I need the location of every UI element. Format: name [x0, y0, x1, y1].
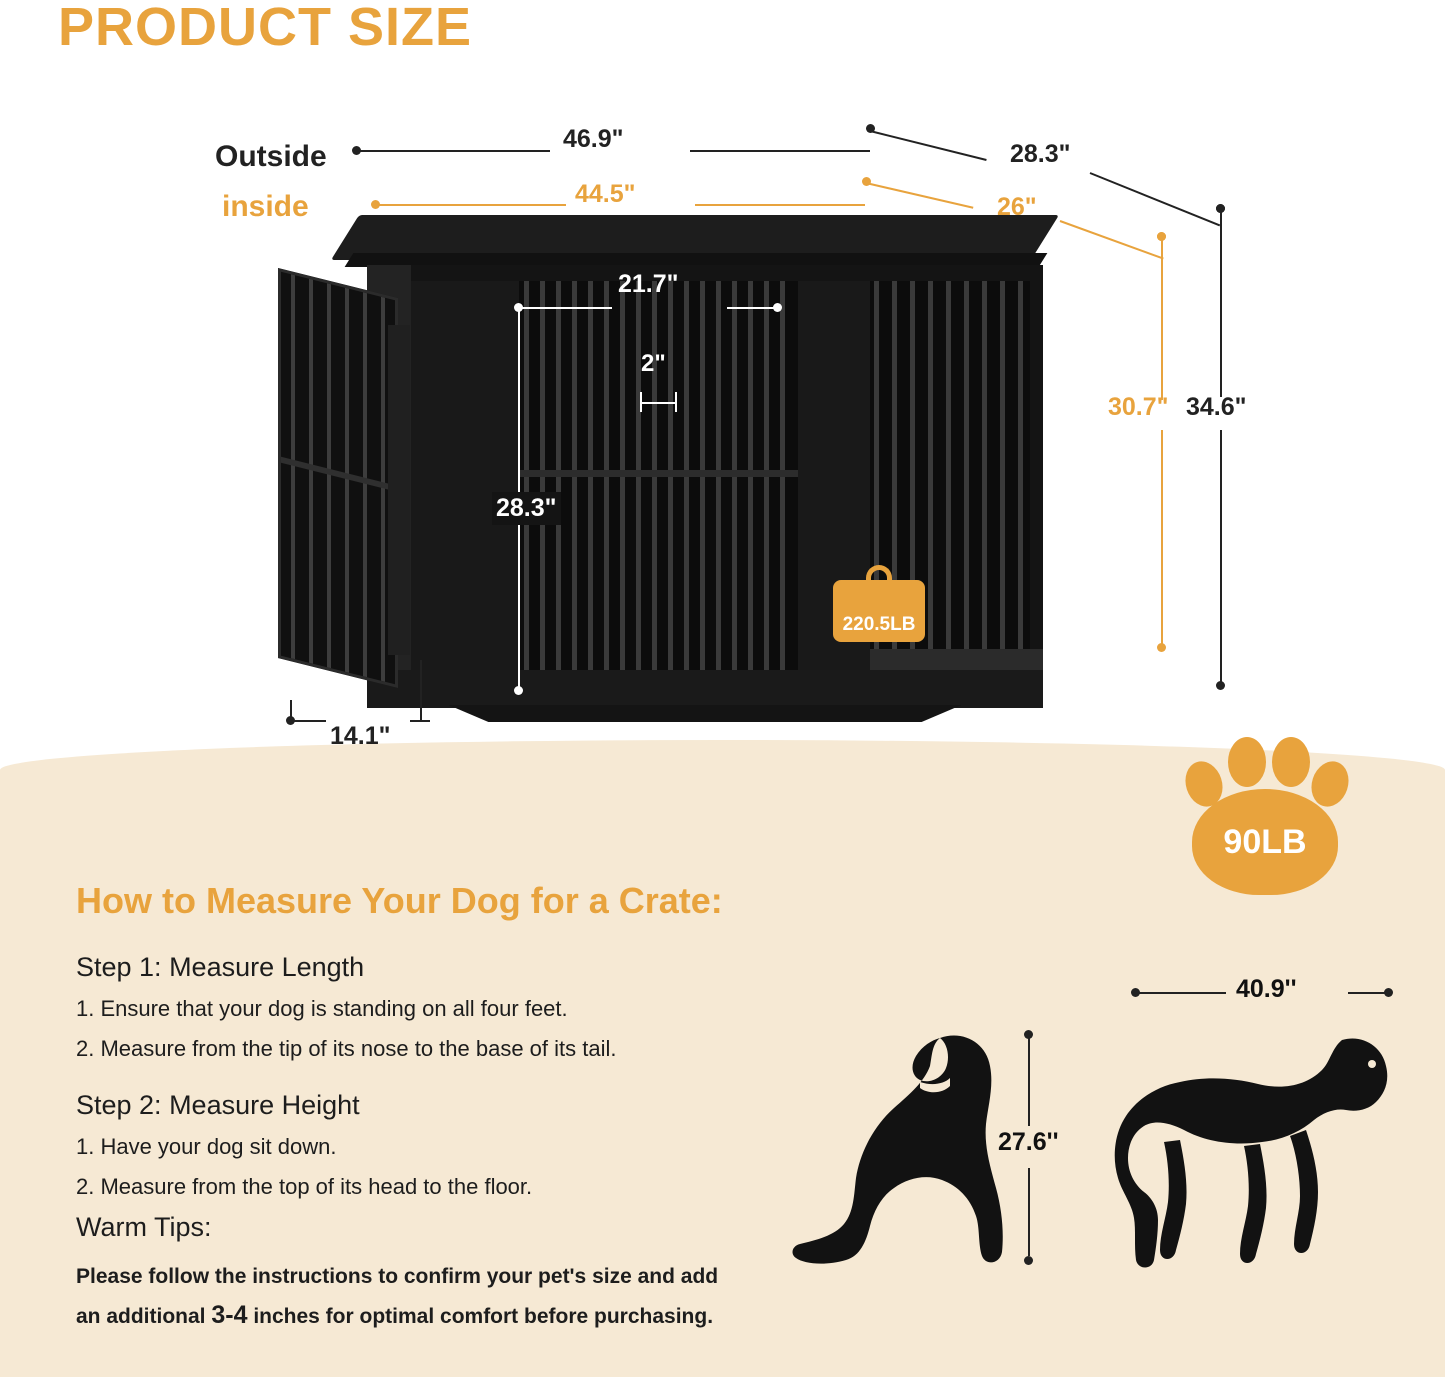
warm-tips-body	[76, 1258, 776, 1336]
dim-tick	[675, 392, 677, 412]
dim-line-vertical	[1220, 430, 1222, 683]
warm-tips-heading: Warm Tips:	[76, 1212, 212, 1242]
crate-base-foot	[420, 705, 990, 722]
dim-dot	[1384, 988, 1393, 997]
dim-line-vertical	[1028, 1168, 1030, 1256]
dim-line	[291, 720, 326, 722]
dim-dot	[1216, 681, 1225, 690]
dim-line	[1090, 172, 1221, 226]
dim-line-vertical	[420, 660, 422, 720]
step-2-line-2: 2. Measure from the top of its head to the floor.	[76, 1174, 533, 1199]
dim-inside-width: 44.5"	[575, 180, 636, 208]
guide-title: How to Measure Your Dog for a Crate:	[76, 880, 723, 921]
dim-line-vertical	[1161, 240, 1163, 400]
dim-line	[1348, 992, 1388, 994]
dim-outside-depth: 28.3"	[1010, 140, 1071, 168]
dim-line	[641, 402, 677, 404]
step-2-heading: Step 2: Measure Height	[76, 1090, 360, 1120]
dim-line	[519, 307, 612, 309]
crate-front-bars	[518, 281, 798, 673]
warm-tips-emphasis: 3-4	[211, 1301, 248, 1329]
page-title: PRODUCT SIZE	[58, 0, 473, 57]
paw-toe-icon	[1228, 737, 1266, 787]
weight-handle-icon	[866, 565, 892, 585]
pet-weight-label: 90LB	[1192, 789, 1338, 895]
dim-line-vertical	[1028, 1038, 1030, 1126]
crate-wood-panel-left	[411, 281, 519, 673]
dim-dot	[773, 303, 782, 312]
standing-dog-silhouette	[1110, 1020, 1410, 1290]
dim-line	[727, 307, 777, 309]
dim-bar-gap: 2"	[641, 350, 666, 377]
dim-dot	[1157, 643, 1166, 652]
step-1-line-1: 1. Ensure that your dog is standing on all four feet.	[76, 996, 568, 1021]
dim-line	[695, 204, 865, 206]
dim-line	[1060, 220, 1164, 260]
dim-line-vertical	[1220, 212, 1222, 397]
warm-tips-line-2-b: inches for optimal comfort before purchasing.	[247, 1305, 714, 1328]
dim-line	[1136, 992, 1226, 994]
legend-inside-label: inside	[222, 190, 309, 223]
dim-line	[866, 182, 974, 209]
crate-open-door	[278, 268, 398, 688]
dim-door-width: 21.7"	[618, 270, 679, 298]
weight-capacity-label: 220.5LB	[842, 614, 916, 635]
dim-door-height: 28.3"	[492, 492, 561, 525]
step-1-line-2: 2. Measure from the tip of its nose to the base of its tail.	[76, 1036, 617, 1061]
dim-dot	[514, 686, 523, 695]
dim-dog-length: 40.9''	[1236, 975, 1297, 1003]
paw-toe-icon	[1272, 737, 1310, 787]
crate-door-frame	[388, 325, 410, 655]
warm-tips-line-2	[76, 1296, 776, 1336]
dim-line	[690, 150, 870, 152]
dim-line	[870, 130, 987, 161]
dim-line	[410, 720, 430, 722]
dim-outside-height: 34.6"	[1186, 393, 1247, 421]
dim-line	[290, 700, 292, 720]
dim-inside-depth: 26"	[997, 193, 1037, 221]
dim-outside-width: 46.9"	[563, 125, 624, 153]
warm-tips-line-2-a: an additional	[76, 1305, 212, 1328]
legend-outside-label: Outside	[215, 140, 327, 173]
dim-left-door-width: 14.1"	[330, 722, 391, 750]
crate-front-crossbar	[518, 470, 798, 477]
dim-inside-height: 30.7"	[1108, 393, 1169, 421]
step-1-heading: Step 1: Measure Length	[76, 952, 365, 982]
step-2-line-1: 1. Have your dog sit down.	[76, 1134, 337, 1159]
dim-line	[357, 150, 550, 152]
crate-base	[367, 670, 1043, 708]
warm-tips-line-1: Please follow the instructions to confirm your pet's size and add	[76, 1265, 719, 1288]
dim-dot	[1024, 1256, 1033, 1265]
weight-capacity-badge	[833, 580, 925, 642]
dim-line-vertical	[1161, 430, 1163, 645]
dim-tick	[640, 392, 642, 412]
pet-weight-paw-badge	[1180, 735, 1350, 895]
dim-line	[376, 204, 566, 206]
dim-dog-height: 27.6''	[998, 1128, 1059, 1156]
